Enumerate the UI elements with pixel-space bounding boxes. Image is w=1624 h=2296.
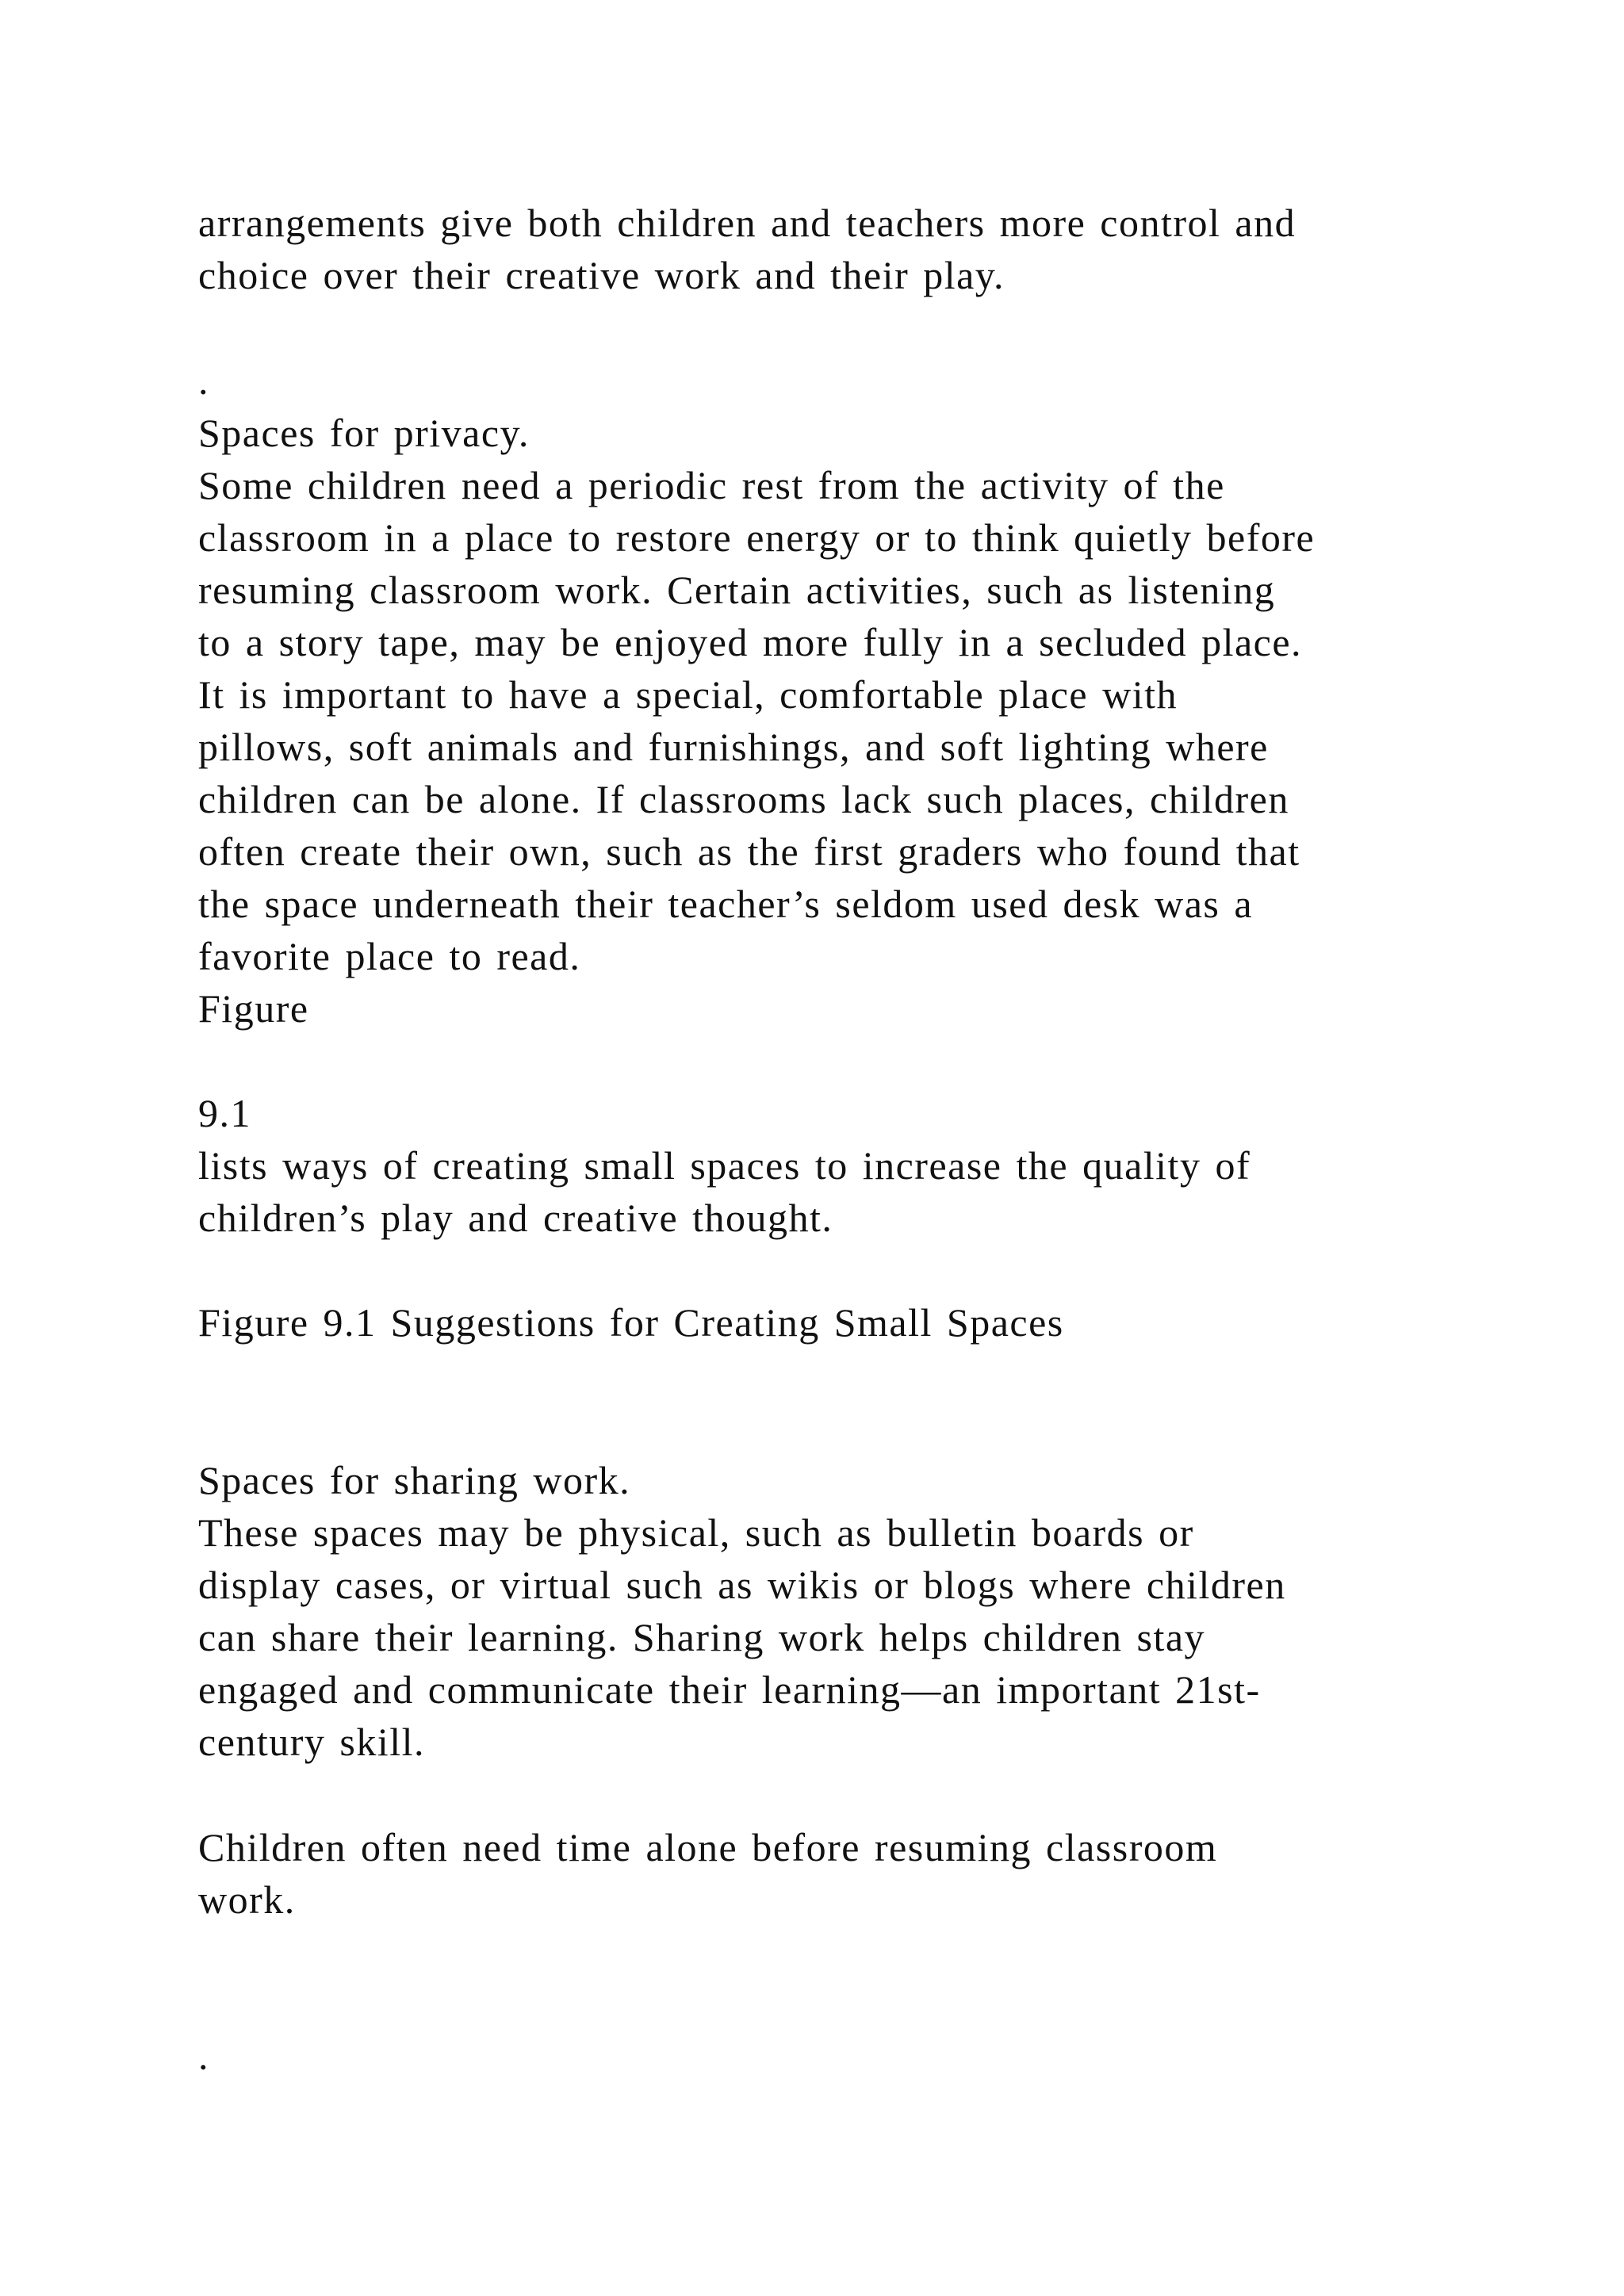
text-line: can share their learning. Sharing work helps children stay — [198, 1615, 1206, 1659]
text-line: the space underneath their teacher’s seldom used desk was a — [198, 882, 1254, 926]
text-line: lists ways of creating small spaces to increase the quality of — [198, 1143, 1251, 1188]
text-line: often create their own, such as the first graders who found that — [198, 829, 1300, 874]
text-line: . — [198, 358, 209, 403]
text-line: Some children need a periodic rest from the activity of the — [198, 463, 1225, 507]
figure-reference: Figure — [198, 986, 309, 1031]
text-line: to a story tape, may be enjoyed more fully in a secluded place. — [198, 620, 1303, 664]
figure-caption: Figure 9.1 Suggestions for Creating Small Spaces — [198, 1300, 1064, 1345]
text-line: children’s play and creative thought. — [198, 1196, 833, 1240]
figure-number: 9.1 — [198, 1091, 251, 1135]
text-line: work. — [198, 1877, 296, 1922]
text-line: choice over their creative work and their play. — [198, 253, 1005, 297]
text-line: It is important to have a special, comfortable place with — [198, 672, 1178, 717]
section-heading-sharing-work: Spaces for sharing work. — [198, 1458, 631, 1502]
text-line: . — [198, 2034, 209, 2078]
text-line: resuming classroom work. Certain activities, such as listening — [198, 568, 1276, 612]
text-line: display cases, or virtual such as wikis or blogs where children — [198, 1563, 1286, 1607]
text-line: pillows, soft animals and furnishings, and soft lighting where — [198, 725, 1269, 769]
text-line: engaged and communicate their learning—an important 21st- — [198, 1667, 1261, 1712]
text-line: Children often need time alone before resuming classroom — [198, 1825, 1218, 1869]
section-heading-privacy: Spaces for privacy. — [198, 411, 530, 455]
text-line: classroom in a place to restore energy or to think quietly before — [198, 515, 1316, 560]
text-line: arrangements give both children and teachers more control and — [198, 201, 1297, 245]
text-line: century skill. — [198, 1720, 426, 1764]
text-line: These spaces may be physical, such as bulletin boards or — [198, 1510, 1194, 1555]
text-line: favorite place to read. — [198, 934, 581, 978]
text-line: children can be alone. If classrooms lack such places, children — [198, 777, 1289, 821]
